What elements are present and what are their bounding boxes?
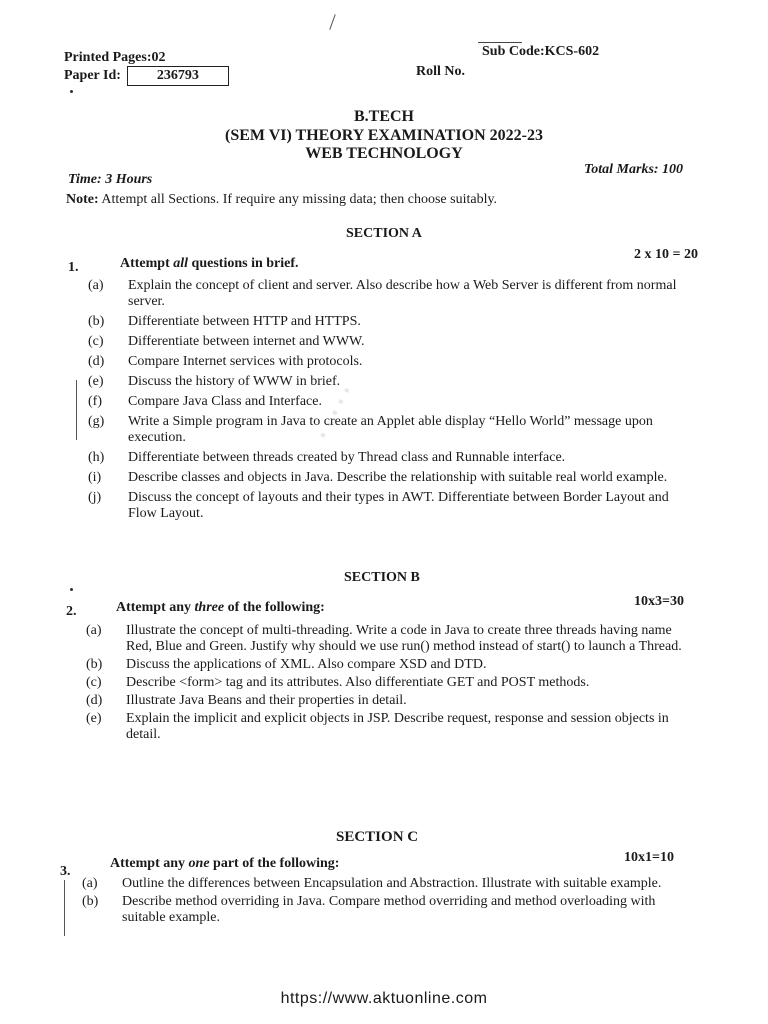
item-text: Discuss the applications of XML. Also compare XSD and DTD. (126, 657, 487, 672)
roll-number-label: Roll No. (416, 64, 465, 79)
item-text: Describe <form> tag and its attributes. Also differentiate GET and POST methods. (126, 675, 590, 690)
item-label: (g) (88, 414, 105, 429)
list-item (88, 470, 688, 486)
stray-dot (70, 90, 73, 93)
question-2-marks: 10x3=30 (634, 594, 684, 609)
paper-id-value: 236793 (127, 66, 229, 86)
instruction-text: Attempt (120, 256, 174, 271)
list-item (88, 450, 688, 466)
paper-id-label: Paper Id: (64, 68, 121, 83)
margin-mark (64, 880, 65, 936)
question-1-number: 1. (68, 260, 79, 275)
instruction-text: questions in brief. (188, 256, 299, 271)
list-item (86, 711, 682, 743)
list-item (86, 693, 682, 709)
item-label: (b) (86, 657, 103, 672)
item-text: Explain the concept of client and server. Also describe how a Web Server is different from normal server. (128, 278, 677, 309)
question-2-number: 2. (66, 604, 77, 619)
section-a-question-list (88, 278, 688, 526)
item-text: Describe method overriding in Java. Compare method overriding and method overloading with suitable example. (122, 894, 656, 925)
list-item (88, 314, 688, 330)
section-c-heading: SECTION C (336, 829, 419, 845)
item-text: Compare Java Class and Interface. (128, 394, 322, 409)
instruction-text: Attempt any (116, 600, 195, 615)
note-label: Note: (66, 192, 99, 207)
item-label: (d) (86, 693, 103, 708)
item-text: Differentiate between internet and WWW. (128, 334, 365, 349)
list-item (88, 414, 688, 446)
question-3-instruction (110, 856, 339, 872)
instruction-emphasis: one (188, 856, 210, 871)
exam-title: (SEM VI) THEORY EXAMINATION 2022-23 (225, 127, 543, 144)
stray-dot (70, 588, 73, 591)
list-item (82, 876, 672, 892)
instruction-text: part of the following: (209, 856, 340, 871)
list-item (88, 278, 688, 310)
list-item (88, 490, 688, 522)
exam-time: Time: 3 Hours (68, 172, 153, 187)
total-marks: Total Marks: 100 (584, 162, 684, 177)
list-item (82, 894, 672, 926)
instruction-emphasis: three (194, 600, 225, 615)
item-text: Write a Simple program in Java to create an Applet able display “Hello World” message upon execution. (128, 414, 653, 445)
item-text: Differentiate between HTTP and HTTPS. (128, 314, 361, 329)
list-item (88, 374, 688, 390)
stray-pen-mark (329, 14, 335, 29)
question-1-marks: 2 x 10 = 20 (634, 247, 698, 262)
item-label: (c) (88, 334, 104, 349)
paper-id (64, 66, 229, 86)
item-label: (b) (88, 314, 105, 329)
question-3-marks: 10x1=10 (624, 850, 674, 865)
list-item (88, 334, 688, 350)
degree-title: B.TECH (353, 108, 414, 125)
item-text: Illustrate the concept of multi-threading. Write a code in Java to create three threads having name Red, Blue and Green. Justify why should we use run() method instead of start() to launch a Thread. (126, 623, 682, 654)
subject-title: WEB TECHNOLOGY (305, 145, 463, 162)
question-1-instruction (120, 256, 299, 272)
item-label: (a) (82, 876, 98, 891)
list-item (86, 623, 682, 655)
section-a-heading: SECTION A (346, 226, 422, 241)
item-text: Outline the differences between Encapsulation and Abstraction. Illustrate with suitable example. (122, 876, 662, 891)
item-label: (e) (86, 711, 102, 726)
printed-pages: Printed Pages:02 (64, 50, 166, 65)
section-b-question-list (86, 623, 682, 745)
section-c-question-list (82, 876, 672, 928)
item-label: (i) (88, 470, 102, 485)
list-item (88, 354, 688, 370)
margin-mark (76, 380, 77, 440)
footer-url[interactable]: https://www.aktuonline.com (280, 990, 488, 1007)
item-text: Describe classes and objects in Java. Describe the relationship with suitable real world example. (128, 470, 668, 485)
item-text: Discuss the concept of layouts and their types in AWT. Differentiate between Border Layout and Flow Layout. (128, 490, 669, 521)
question-2-instruction (116, 600, 325, 616)
question-3-number: 3. (60, 864, 71, 879)
item-text: Illustrate Java Beans and their properties in detail. (126, 693, 407, 708)
item-label: (c) (86, 675, 102, 690)
item-label: (a) (88, 278, 104, 293)
subject-code: Sub Code:KCS-602 (482, 44, 600, 59)
sub-code-underline (478, 42, 522, 43)
list-item (86, 675, 682, 691)
list-item (88, 394, 688, 410)
list-item (86, 657, 682, 673)
item-text: Compare Internet services with protocols. (128, 354, 363, 369)
watermark-stamp: ····· (300, 374, 367, 450)
instruction-emphasis: all (173, 256, 189, 271)
item-label: (f) (88, 394, 102, 409)
item-label: (b) (82, 894, 99, 909)
item-text: Differentiate between threads created by Thread class and Runnable interface. (128, 450, 566, 465)
item-label: (j) (88, 490, 102, 505)
instruction-text: Attempt any (110, 856, 189, 871)
instruction-text: of the following: (224, 600, 325, 615)
item-label: (e) (88, 374, 104, 389)
note-text: Attempt all Sections. If require any missing data; then choose suitably. (101, 192, 498, 207)
instructions-note (66, 192, 497, 208)
section-b-heading: SECTION B (344, 570, 420, 585)
item-text: Explain the implicit and explicit objects in JSP. Describe request, response and session objects in detail. (126, 711, 669, 742)
item-text: Discuss the history of WWW in brief. (128, 374, 341, 389)
item-label: (d) (88, 354, 105, 369)
item-label: (h) (88, 450, 105, 465)
item-label: (a) (86, 623, 102, 638)
